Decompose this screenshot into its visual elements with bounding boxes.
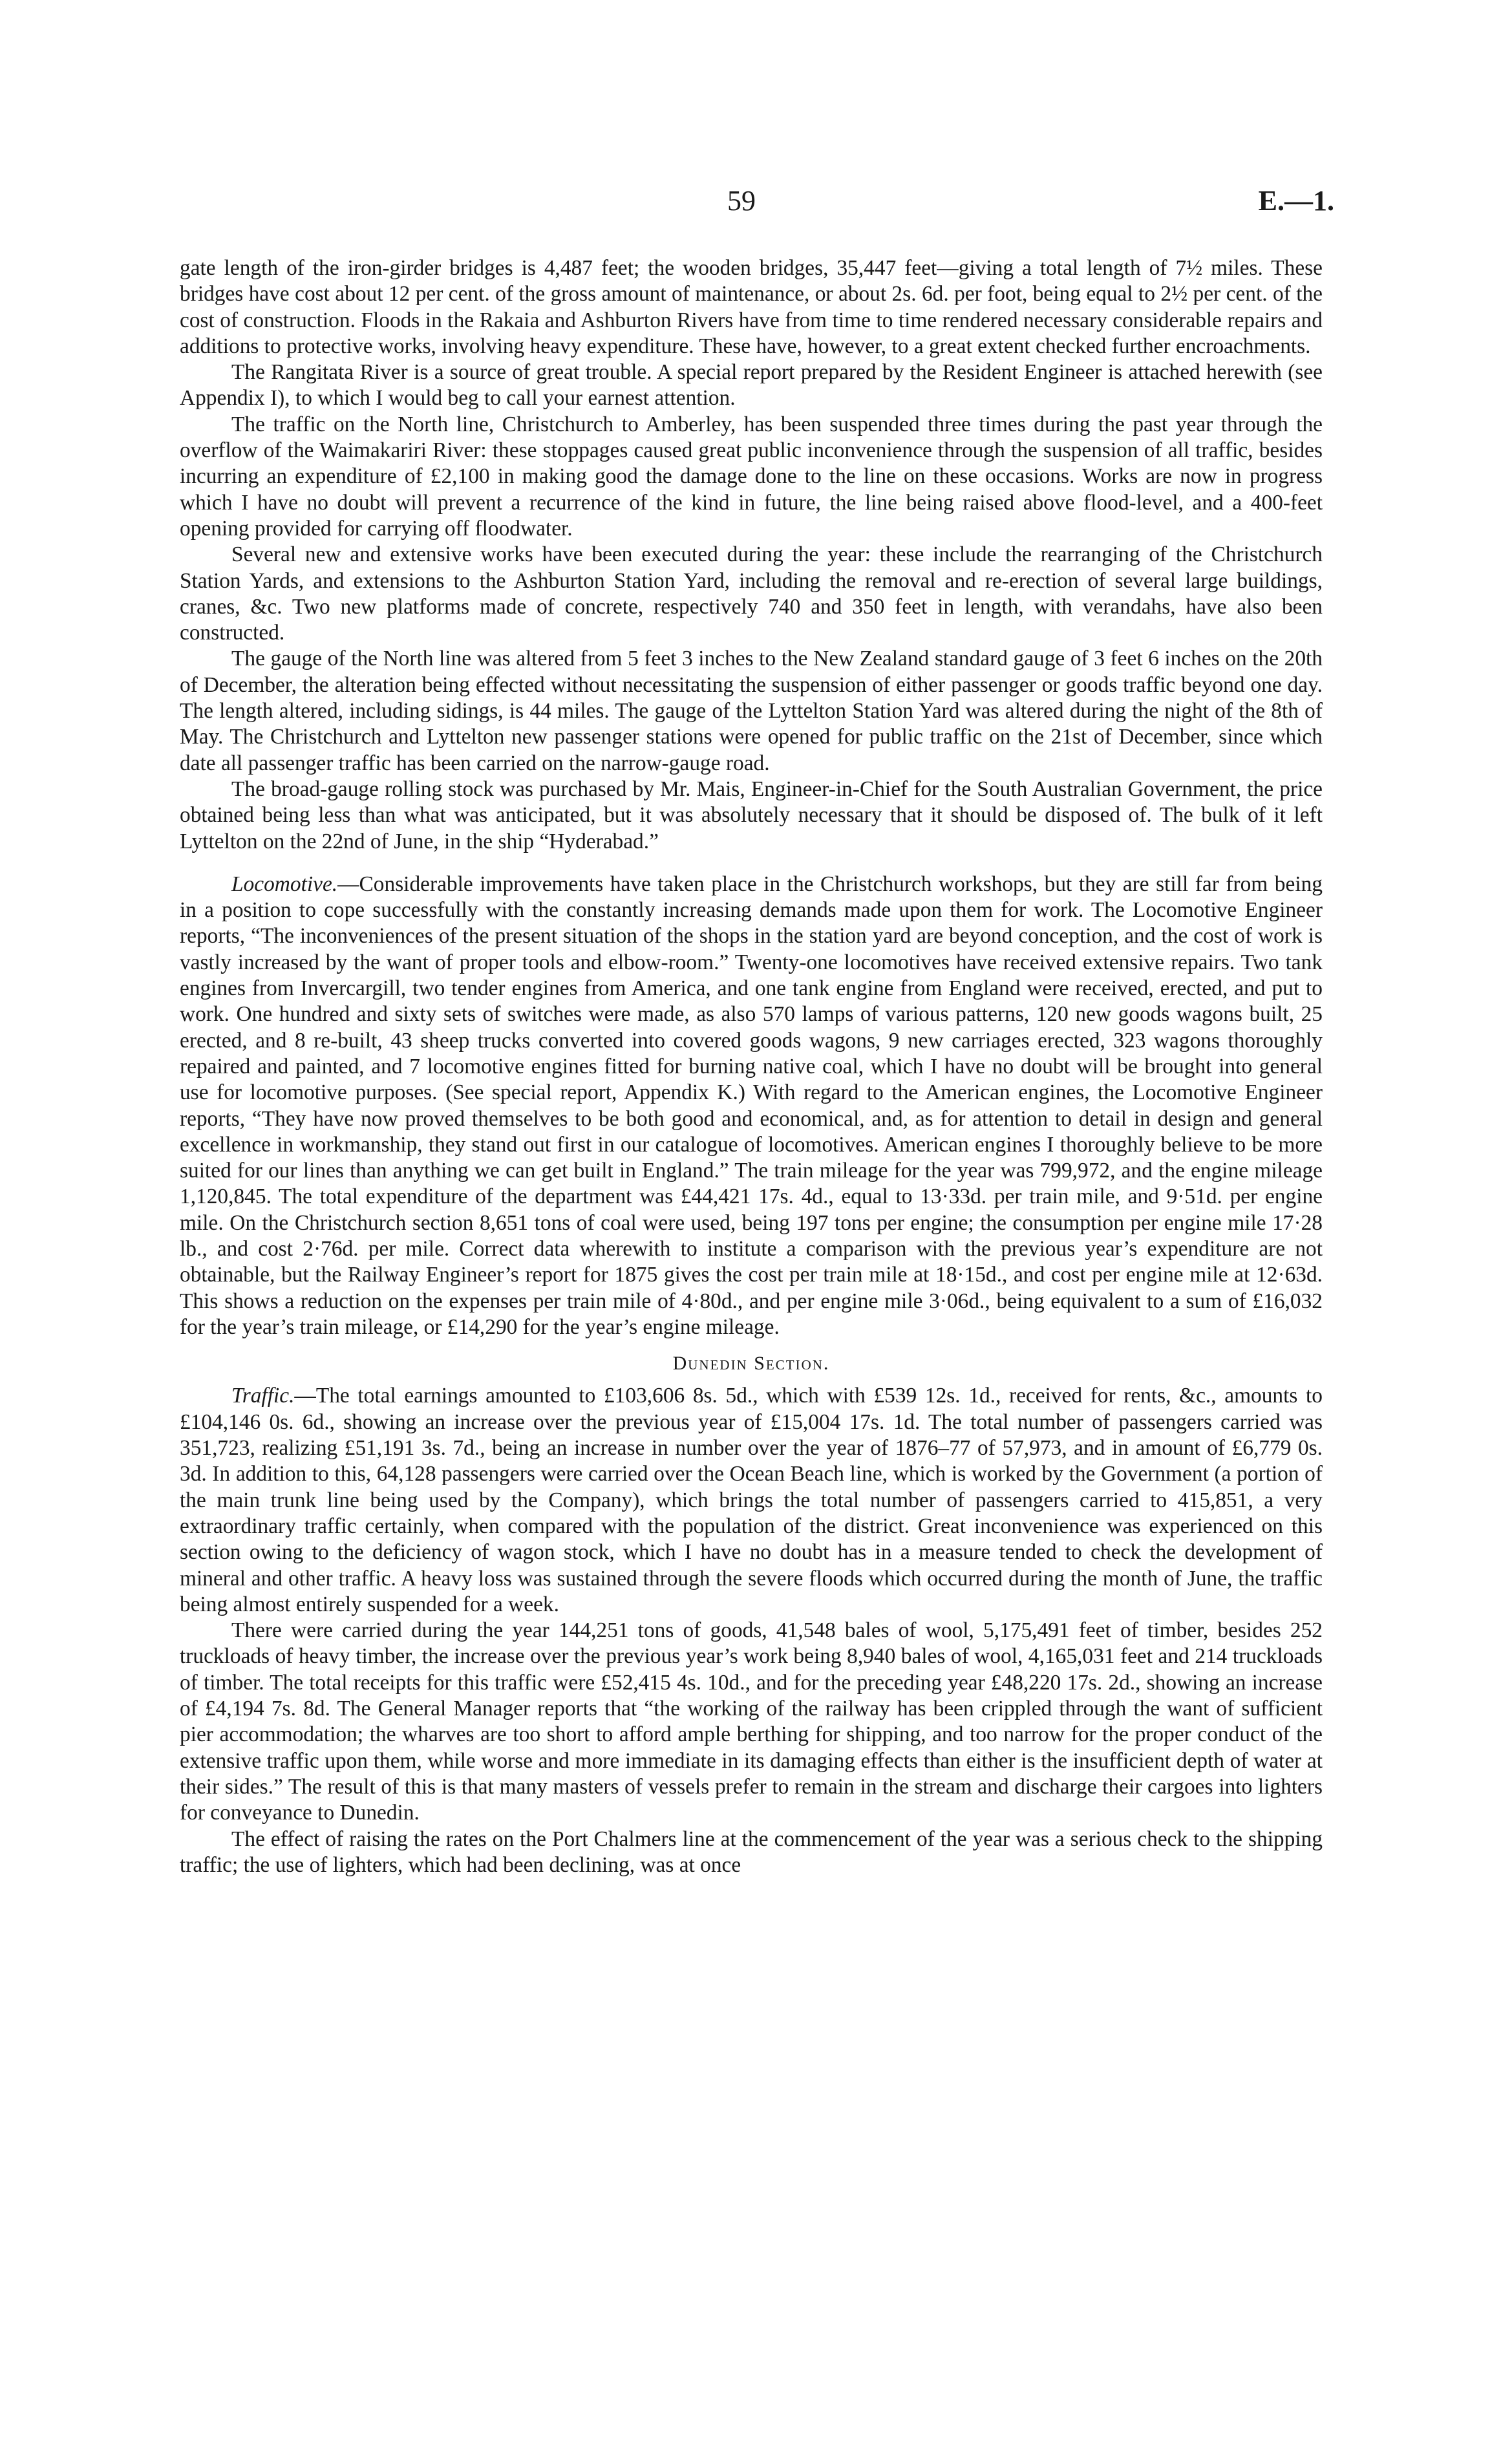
paragraph-gauge: The gauge of the North line was altered from 5 feet 3 inches to the New Zealand standard gauge of 3 feet 6 inches on the 20th of December, the alteration being effected without necessitating the suspension of either passenger or goods traffic beyond one day. The length altered, including sidings, is 44 miles. The gauge of the Lyttelton Station Yard was altered during the night of the 8th of May. The Christchurch and Lyttelton new passenger stations were opened for public traffic on the 21st of December, since which date all passenger traffic has been carried on the narrow-gauge road. xyxy=(180,647,1323,775)
document-code: E.—1. xyxy=(1258,185,1334,217)
paragraph-rangitata: The Rangitata River is a source of great trouble. A special report prepared by the Resident Engineer is attached herewith (see Appendix I), to which I would beg to call your earnest attention. xyxy=(180,360,1323,411)
body-text xyxy=(180,255,1323,1878)
locomotive-lead: Locomotive. xyxy=(231,872,338,896)
paragraph-locomotive xyxy=(180,872,1323,1340)
paragraph-rolling-stock: The broad-gauge rolling stock was purchased by Mr. Mais, Engineer-in-Chief for the South Australian Government, the price obtained being less than what was anticipated, but it was absolutely necessary that it should be disposed of. The bulk of it left Lyttelton on the 22nd of June, in the ship “Hyderabad.” xyxy=(180,777,1323,853)
traffic-lead: Traffic. xyxy=(231,1384,295,1408)
paragraph-port-chalmers: The effect of raising the rates on the Port Chalmers line at the commencement of the year was a serious check to the shipping traffic; the use of lighters, which had been declining, was at once xyxy=(180,1827,1323,1877)
paragraph-new-works: Several new and extensive works have been executed during the year: these include the rearranging of the Christchurch Station Yards, and extensions to the Ashburton Station Yard, including the removal and re-erection of several large buildings, cranes, &c. Two new platforms made of concrete, respectively 740 and 350 feet in length, with verandahs, have also been constructed. xyxy=(180,542,1323,645)
section-heading-dunedin: Dunedin Section. xyxy=(672,1353,830,1375)
page-header xyxy=(0,184,1512,230)
paragraph-bridges: gate length of the iron-girder bridges is 4,487 feet; the wooden bridges, 35,447 feet—giving a total length of 7½ miles. These bridges have cost about 12 per cent. of the gross amount of maintenance, or about 2s. 6d. per foot, being equal to 2½ per cent. of the cost of construction. Floods in the Rakaia and Ashburton Rivers have from time to time rendered necessary considerable repairs and additions to protective works, involving heavy expenditure. These have, however, to a great extent checked further encroachments. xyxy=(180,256,1323,358)
page-number: 59 xyxy=(727,185,756,217)
paragraph-traffic xyxy=(180,1383,1323,1618)
paragraph-goods: There were carried during the year 144,251 tons of goods, 41,548 bales of wool, 5,175,491 feet of timber, besides 252 truckloads of heavy timber, the increase over the previous year’s work being 8,940 bales of wool, 4,165,031 feet and 214 truckloads of timber. The total receipts for this traffic were £52,415 4s. 10d., and for the preceding year £48,220 17s. 2d., showing an increase of £4,194 7s. 8d. The General Manager reports that “the working of the railway has been crippled through the want of sufficient pier accommodation; the wharves are too short to afford ample berthing for shipping, and too narrow for the proper conduct of the extensive traffic upon them, while worse and more immediate in its damaging effects than either is the insufficient depth of water at their sides.” The result of this is that many masters of vessels prefer to remain in the stream and discharge their cargoes into lighters for conveyance to Dunedin. xyxy=(180,1618,1323,1825)
traffic-text: —The total earnings amounted to £103,606 8s. 5d., which with £539 12s. 1d., received for rents, &c., amounts to £104,146 0s. 6d., showing an increase over the previous year of £15,004 17s. 1d. The total number of passengers carried was 351,723, realizing £51,191 3s. 7d., being an increase in number over the year of 1876–77 of 57,973, and in amount of £6,779 0s. 3d. In addition to this, 64,128 passengers were carried over the Ocean Beach line, which is worked by the Government (a portion of the main trunk line being used by the Company), which brings the total number of passengers carried to 415,851, a very extraordinary traffic certainly, when compared with the population of the district. Great inconvenience was experienced on this section owing to the deficiency of wagon stock, which I have no doubt has in a measure tended to check the development of mineral and other traffic. A heavy loss was sustained through the severe floods which occurred during the month of June, the traffic being almost entirely suspended for a week. xyxy=(180,1384,1323,1616)
paragraph-north-line: The traffic on the North line, Christchurch to Amberley, has been suspended three times during the past year through the overflow of the Waimakariri River: these stoppages caused great public inconvenience through the suspension of all traffic, besides incurring an expenditure of £2,100 in making good the damage done to the line on these occasions. Works are now in progress which I have no doubt will prevent a recurrence of the kind in future, the line being raised above flood-level, and a 400-feet opening provided for carrying off floodwater. xyxy=(180,412,1323,541)
locomotive-text: —Considerable improvements have taken place in the Christchurch workshops, but they are still far from being in a position to cope successfully with the constantly increasing demands made upon them for work. The Locomotive Engineer reports, “The inconveniences of the present situation of the shops in the station yard are beyond conception, and the cost of work is vastly increased by the want of proper tools and elbow-room.” Twenty-one locomotives have received extensive repairs. Two tank engines from Invercargill, two tender engines from America, and one tank engine from England were received, erected, and put to work. One hundred and sixty sets of switches were made, as also 570 lamps of various patterns, 120 new goods wagons built, 25 erected, and 8 re-built, 43 sheep trucks converted into covered goods wagons, 9 new carriages erected, 323 wagons thoroughly repaired and painted, and 7 locomotive engines fitted for burning native coal, which I have no doubt will be brought into general use for locomotive purposes. (See special report, Appendix K.) With regard to the American engines, the Locomotive Engineer reports, “They have now proved themselves to be both good and economical, and, as for attention to detail in design and general excellence in workmanship, they stand out first in our catalogue of locomotives. American engines I thoroughly believe to be more suited for our lines than anything we can get built in England.” The train mileage for the year was 799,972, and the engine mileage 1,120,845. The total expenditure of the department was £44,421 17s. 4d., equal to 13·33d. per train mile, and 9·51d. per engine mile. On the Christchurch section 8,651 tons of coal were used, being 197 tons per engine; the consumption per engine mile 17·28 lb., and cost 2·76d. per mile. Correct data wherewith to institute a comparison with the previous year’s expenditure are not obtainable, but the Railway Engineer’s report for 1875 gives the cost per train mile at 18·15d., and cost per engine mile at 12·63d. This shows a reduction on the expenses per train mile of 4·80d., and per engine mile 3·06d., being equivalent to a sum of £16,032 for the year’s train mileage, or £14,290 for the year’s engine mileage. xyxy=(180,872,1323,1339)
